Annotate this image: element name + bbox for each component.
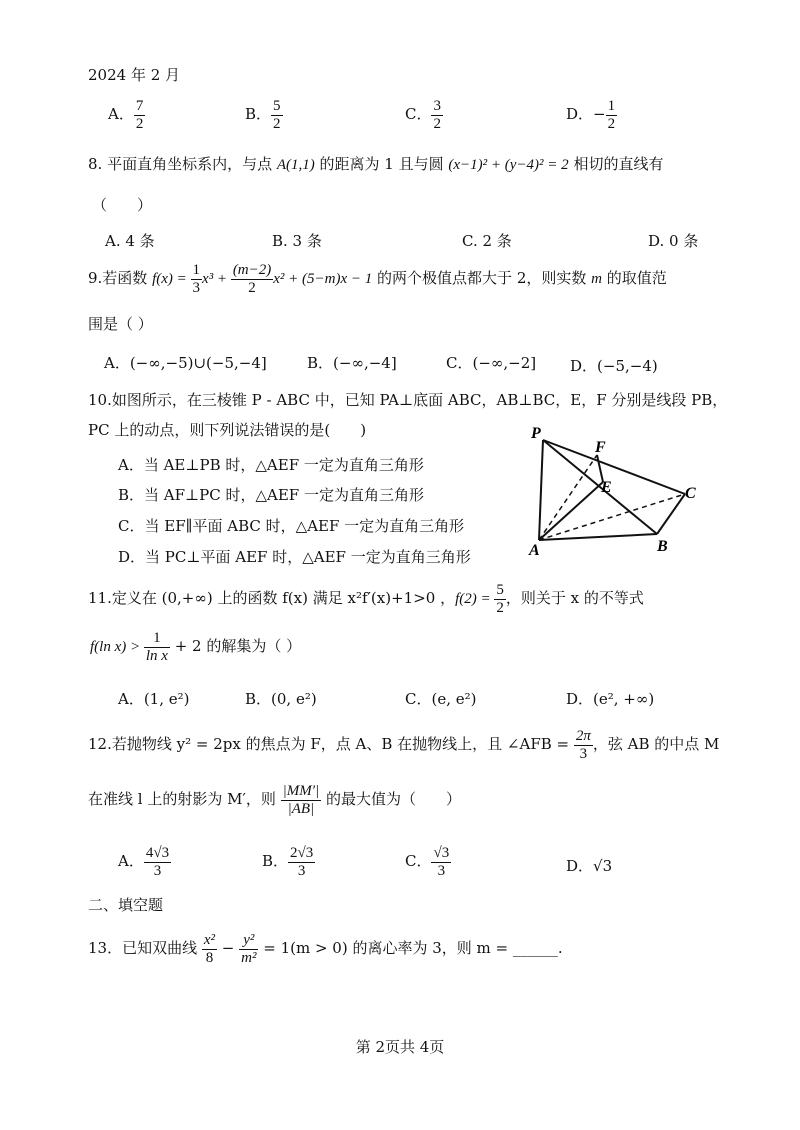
q8-option-a: A. 4 条 (105, 232, 155, 250)
q7-option-a: A． $\frac{7}{2}$ (108, 98, 144, 132)
q11-option-d: D．(e², +∞) (566, 690, 655, 708)
q13-stem: 13．已知双曲线 $\frac{\text{x²}}{8}$ − $\frac{\text{y²}}{\text{m²}}$ = 1(m > 0) 的离心率为 3，则 m = ______. (88, 932, 563, 966)
header-date: 2024 年 2 月 (88, 66, 181, 84)
q9-option-a: A．(−∞,−5)∪(−5,−4] (104, 354, 267, 372)
q10-option-a: A．当 AE⊥PB 时，△AEF 一定为直角三角形 (118, 456, 424, 474)
label-e: E (601, 479, 612, 496)
q11-option-c: C．(e, e²) (405, 690, 477, 708)
segment-ae (539, 482, 603, 540)
q10-option-d: D．当 PC⊥平面 AEF 时，△AEF 一定为直角三角形 (118, 548, 471, 566)
label-c: C (685, 485, 696, 502)
q10-stem-line2: PC 上的动点，则下列说法错误的是( ) (88, 421, 367, 439)
q8-stem: 8. 平面直角坐标系内，与点 A(1,1) 的距离为 1 且与圆 (x−1)² + (y−4)² = 2 相切的直线有 (88, 155, 664, 173)
q9-option-c: C．(−∞,−2] (446, 354, 537, 372)
q9-stem: 9.若函数 f(x) = $\frac{1}{3}$ x³ + $\frac{(m-2)}{2}$ x² + (5−m)x − 1 的两个极值点都大于 2，则实数 m 的取值范 (88, 262, 667, 296)
label-b: B (657, 538, 668, 555)
q11-option-a: A．(1, e²) (118, 690, 190, 708)
q12-option-d: D．√3 (566, 857, 613, 875)
label-p: P (531, 425, 541, 442)
pyramid-figure (525, 420, 705, 560)
segment-af-hidden (539, 455, 597, 540)
q8-option-c: C. 2 条 (462, 232, 512, 250)
q11-inequality: f(ln x) > $\frac{1}{\text{ln x}}$ + 2 的解集为（ ） (90, 630, 302, 664)
q12-stem: 12.若抛物线 y² = 2px 的焦点为 F，点 A、B 在抛物线上，且 ∠AFB = $\frac{2\pi}{3}$ ，弦 AB 的中点 M (88, 728, 720, 762)
q7-option-c: C． $\frac{3}{2}$ (405, 98, 441, 132)
label-f: F (595, 439, 606, 456)
segment-ef (597, 455, 603, 482)
q12-stem-line2: 在准线 l 上的射影为 M′，则 $\frac{|MM'|}{|AB|}$ 的最大值为（ ） (88, 783, 461, 817)
edge-pc (543, 440, 685, 494)
edge-ac-hidden (539, 494, 685, 540)
q9-stem-line2: 围是（ ） (88, 315, 153, 333)
q10-option-b: B．当 AF⊥PC 时，△AEF 一定为直角三角形 (118, 486, 424, 504)
q12-option-a: A． $\frac{4√3}{3}$ (118, 845, 170, 879)
section-title: 二、填空题 (88, 896, 164, 914)
q10-stem-line1: 10.如图所示，在三棱锥 P - ABC 中，已知 PA⊥底面 ABC，AB⊥BC，E，F 分别是线段 PB， (88, 391, 728, 409)
page-footer: 第 2页共 4页 (355, 1038, 445, 1056)
label-a: A (529, 542, 540, 559)
q9-option-d: D．(−5,−4) (570, 357, 658, 375)
edge-bc (657, 494, 685, 534)
q8-option-d: D. 0 条 (648, 232, 699, 250)
q7-option-b: B． $\frac{5}{2}$ (245, 98, 281, 132)
edge-pa (539, 440, 543, 540)
q11-option-b: B．(0, e²) (245, 690, 317, 708)
q8-option-b: B. 3 条 (272, 232, 322, 250)
q12-option-b: B． $\frac{2√3}{3}$ (262, 845, 314, 879)
q7-option-d: D．− $\frac{1}{2}$ (566, 98, 616, 132)
q9-option-b: B．(−∞,−4] (307, 354, 397, 372)
q10-option-c: C．当 EF∥平面 ABC 时，△AEF 一定为直角三角形 (118, 517, 465, 535)
q12-option-c: C． $\frac{√3}{3}$ (405, 845, 450, 879)
q8-paren: （ ） (92, 196, 153, 214)
q11-stem: 11.定义在 (0,+∞) 上的函数 f(x) 满足 x²f′(x)+1>0 ，f(2) = $\frac{5}{2}$ ，则关于 x 的不等式 (88, 582, 644, 616)
